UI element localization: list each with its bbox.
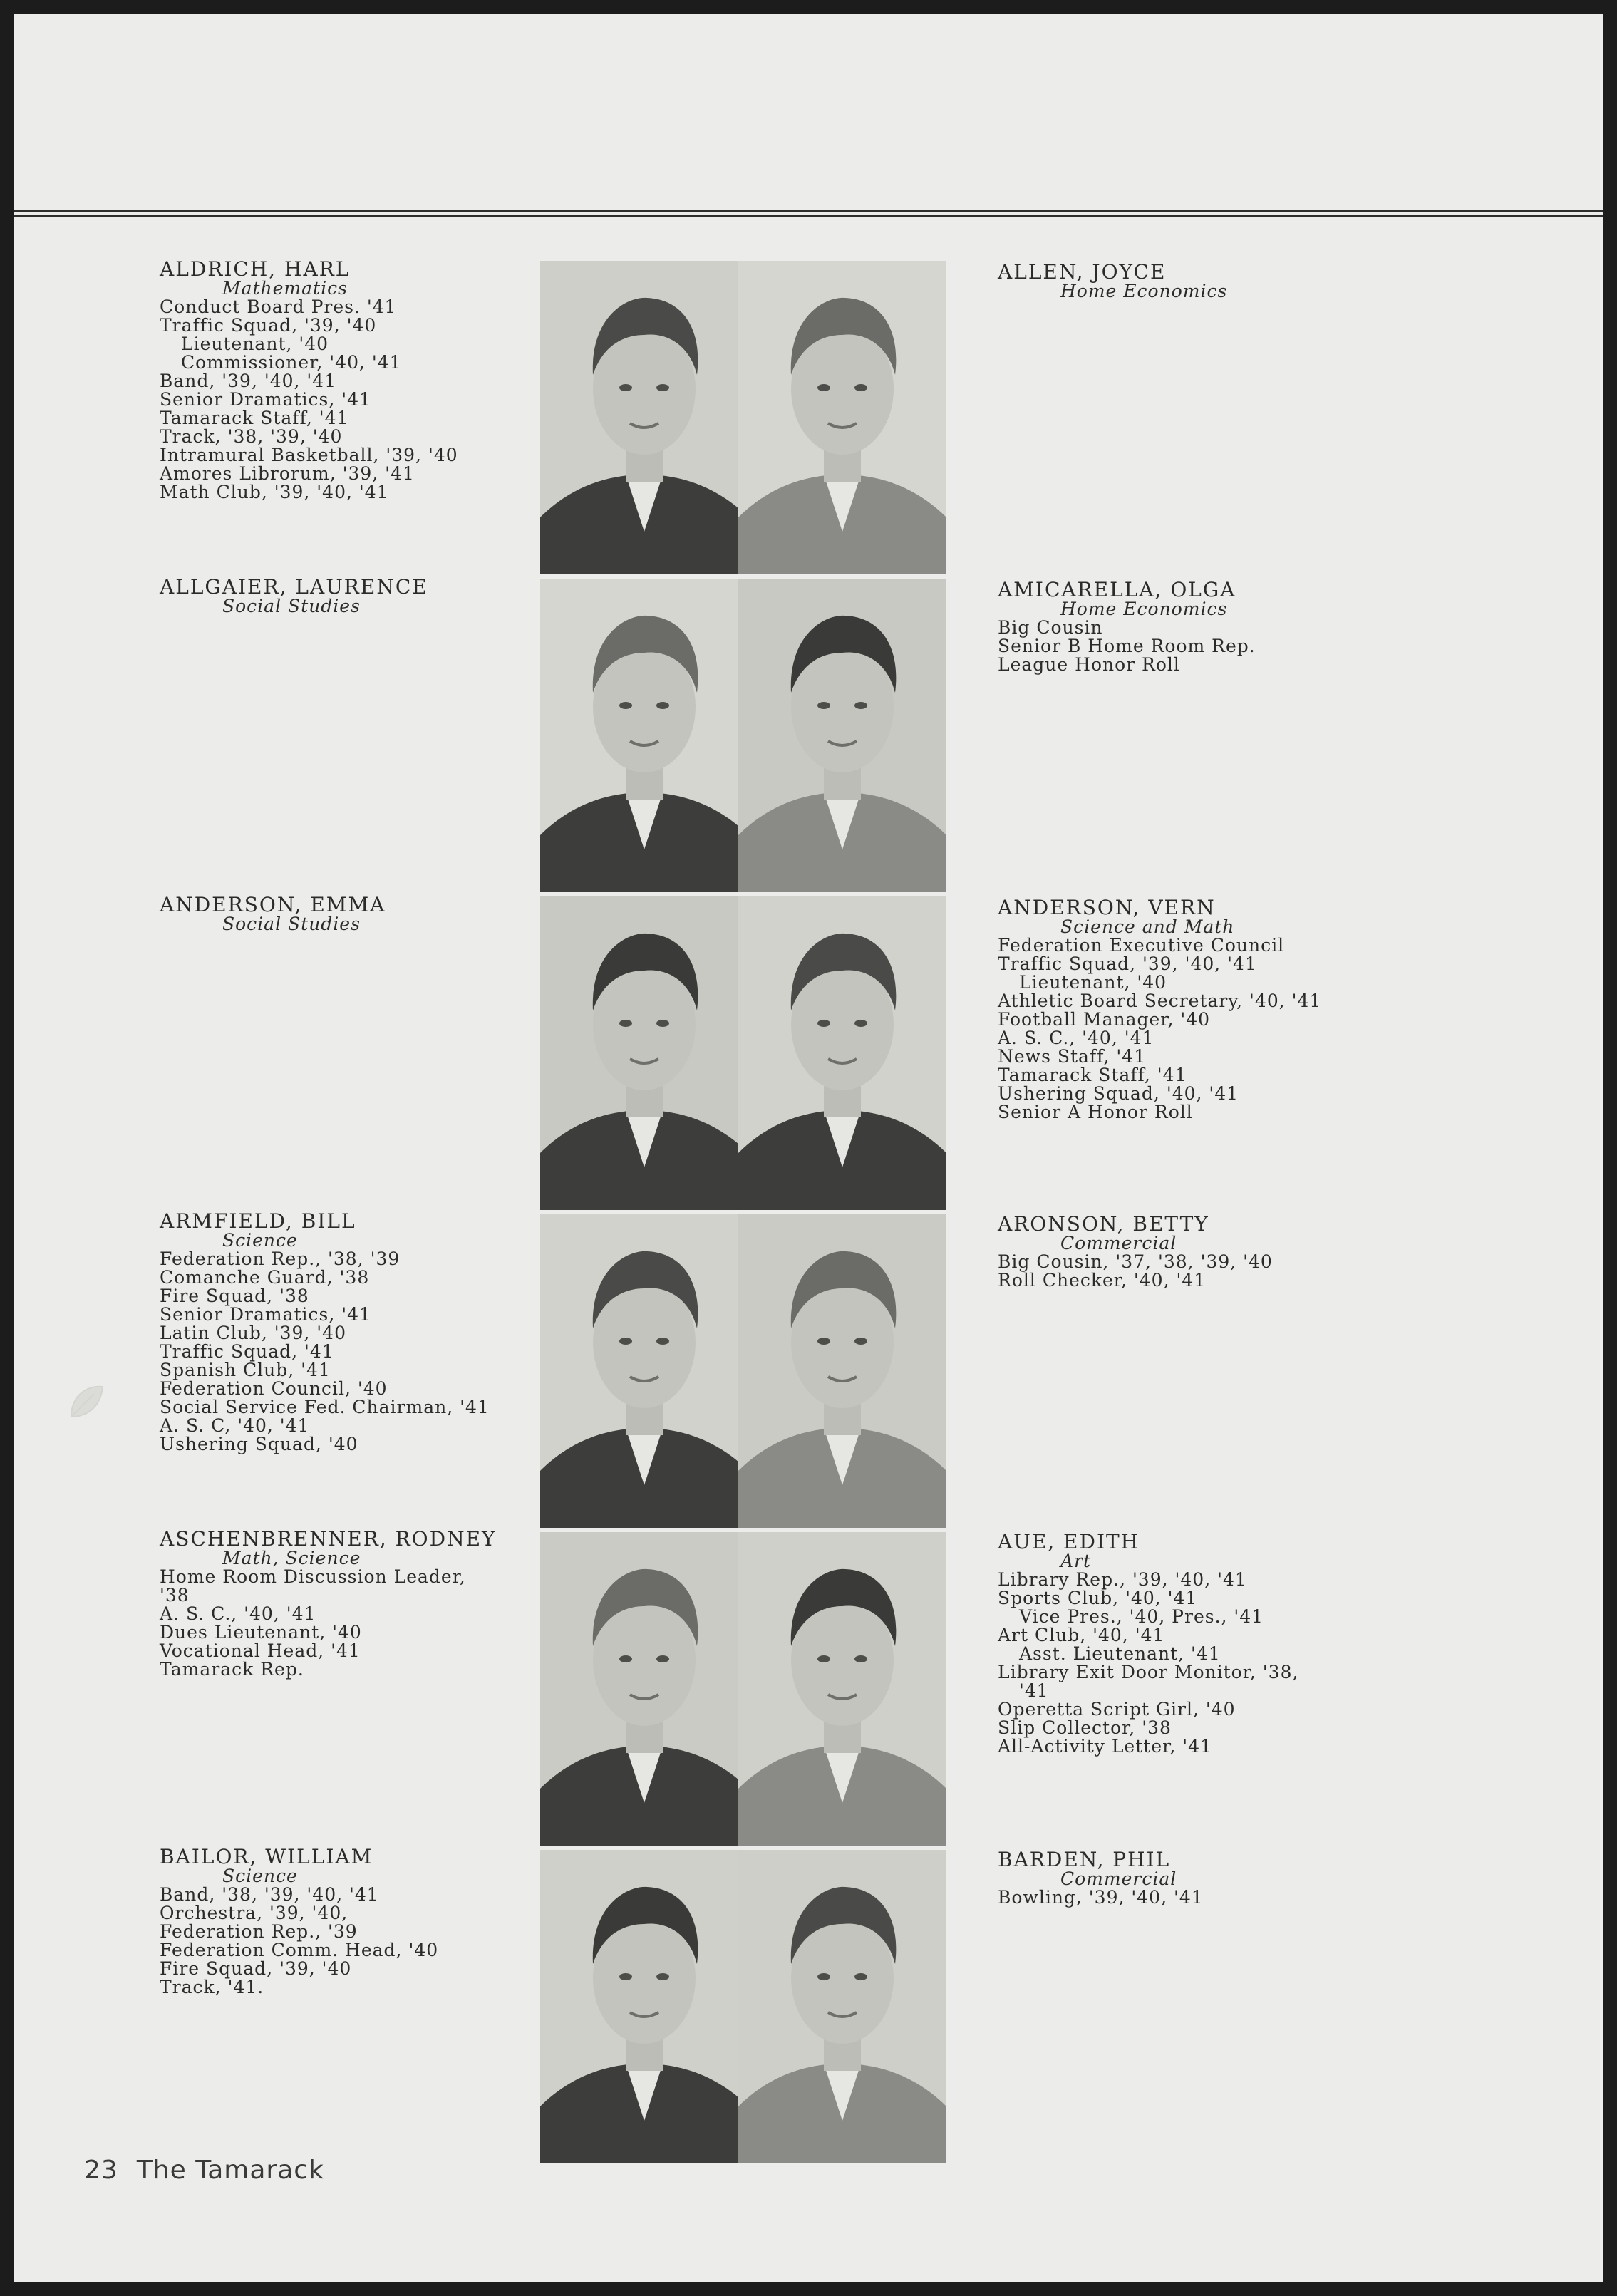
activity-line: Federation Council, '40 [160,1378,388,1399]
activity-line: Spanish Club, '41 [160,1360,331,1380]
yearbook-page [14,14,1603,2282]
student-department: Commercial [1060,1868,1177,1889]
activity-line: A. S. C, '40, '41 [160,1415,310,1436]
activity-line: A. S. C., '40, '41 [998,1028,1154,1048]
student-department: Home Economics [1060,599,1228,619]
student-department: Social Studies [222,914,361,934]
left-entry [160,259,502,502]
activity-line: Ushering Squad, '40 [160,1434,358,1454]
right-entry [998,898,1340,1122]
activity-line: Ushering Squad, '40, '41 [998,1083,1239,1104]
student-department: Art [1060,1551,1092,1571]
activity-line: Senior B Home Room Rep. [998,636,1256,656]
header-rule-top [14,210,1603,212]
activity-line: Federation Rep., '39 [160,1921,358,1942]
activity-line: Library Exit Door Monitor, '38, [998,1662,1299,1682]
activity-line: Senior A Honor Roll [998,1102,1193,1122]
activity-line: Latin Club, '39, '40 [160,1323,346,1343]
activity-line: Track, '38, '39, '40 [160,426,343,447]
activity-line: Sports Club, '40, '41 [998,1588,1198,1608]
student-name: ARONSON, BETTY [998,1212,1209,1236]
activity-line: Slip Collector, '38 [998,1717,1172,1738]
student-name: ALLEN, JOYCE [998,260,1167,284]
left-entry [160,1211,502,1454]
activity-line: Art Club, '40, '41 [998,1625,1165,1645]
activity-line: Band, '38, '39, '40, '41 [160,1884,379,1905]
left-entry [160,577,502,616]
right-entry [998,1532,1340,1756]
student-department: Science [222,1230,298,1251]
activity-line: Social Service Fed. Chairman, '41 [160,1397,490,1417]
activity-line: Conduct Board Pres. '41 [160,296,397,317]
portrait-photo-icon [540,1532,748,1846]
student-name: ANDERSON, VERN [998,896,1216,919]
activity-line: Vice Pres., '40, Pres., '41 [1019,1606,1264,1627]
activity-line: Lieutenant, '40 [181,333,329,354]
portrait-photo-icon [738,896,946,1210]
portrait-photo-icon [540,579,748,892]
activity-line: Roll Checker, '40, '41 [998,1270,1207,1291]
activity-line: Math Club, '39, '40, '41 [160,482,389,502]
activity-line: Vocational Head, '41 [160,1640,361,1661]
right-entry [998,580,1340,674]
activity-line: Football Manager, '40 [998,1009,1211,1030]
student-name: ALLGAIER, LAURENCE [160,575,428,599]
activity-line: Big Cousin [998,617,1103,638]
activity-line: Tamarack Rep. [160,1659,304,1680]
portrait-photo-icon [540,1850,748,2163]
right-entry [998,262,1340,301]
activity-line: Tamarack Staff, '41 [998,1065,1187,1085]
student-department: Math, Science [222,1548,361,1568]
student-department: Social Studies [222,596,361,616]
portrait-photo-icon [738,579,946,892]
page-footer [84,2156,324,2185]
student-department: Commercial [1060,1233,1177,1253]
student-department: Home Economics [1060,281,1228,301]
student-name: ARMFIELD, BILL [160,1209,356,1233]
page-number: 23 [84,2156,118,2185]
student-department: Science and Math [1060,916,1235,937]
activity-line: Big Cousin, '37, '38, '39, '40 [998,1251,1273,1272]
activity-line: '41 [1019,1680,1049,1701]
activity-line: News Staff, '41 [998,1046,1147,1067]
header-rule-bottom [14,215,1603,217]
activity-line: Asst. Lieutenant, '41 [1019,1643,1221,1664]
activity-line: Bowling, '39, '40, '41 [998,1887,1204,1908]
activity-line: Senior Dramatics, '41 [160,1304,371,1325]
activity-line: Athletic Board Secretary, '40, '41 [998,991,1322,1011]
activity-line: Home Room Discussion Leader, [160,1566,466,1587]
right-entry [998,1850,1340,1907]
activity-line: All-Activity Letter, '41 [998,1736,1212,1757]
portrait-photo-icon [540,261,748,574]
activity-line: Traffic Squad, '39, '40 [160,315,377,336]
activity-line: Traffic Squad, '39, '40, '41 [998,953,1257,974]
activity-line: Amores Librorum, '39, '41 [160,463,415,484]
student-department: Mathematics [222,278,348,299]
portrait-photo-icon [738,261,946,574]
student-name: ALDRICH, HARL [160,257,351,281]
portrait-photo-icon [540,896,748,1210]
activity-line: A. S. C., '40, '41 [160,1603,316,1624]
activity-line: Orchestra, '39, '40, [160,1903,348,1923]
student-name: ASCHENBRENNER, RODNEY [160,1527,497,1551]
portrait-photo-icon [540,1214,748,1528]
student-name: BAILOR, WILLIAM [160,1845,373,1868]
activity-line: Dues Lieutenant, '40 [160,1622,362,1643]
publication-title: The Tamarack [136,2156,324,2185]
student-name: AMICARELLA, OLGA [998,578,1236,601]
activity-line: Fire Squad, '38 [160,1286,309,1306]
activity-line: Operetta Script Girl, '40 [998,1699,1236,1720]
activity-line: Commissioner, '40, '41 [181,352,402,373]
portrait-photo-icon [738,1850,946,2163]
activity-line: Federation Executive Council [998,935,1285,956]
activity-line: '38 [160,1585,190,1605]
student-department: Science [222,1866,298,1886]
activity-line: Band, '39, '40, '41 [160,371,337,391]
activity-line: Senior Dramatics, '41 [160,389,371,410]
right-entry [998,1214,1340,1290]
activity-line: Federation Comm. Head, '40 [160,1940,439,1960]
activity-line: Track, '41. [160,1977,264,1997]
student-name: AUE, EDITH [998,1530,1140,1553]
activity-line: Fire Squad, '39, '40 [160,1958,352,1979]
activity-line: Tamarack Staff, '41 [160,408,349,428]
activity-line: Library Rep., '39, '40, '41 [998,1569,1247,1590]
left-entry [160,1529,502,1679]
activity-line: Lieutenant, '40 [1019,972,1167,993]
left-entry [160,1847,502,1997]
pressed-leaf-mark-icon [66,1381,107,1422]
left-entry [160,895,502,934]
student-name: BARDEN, PHIL [998,1848,1171,1871]
activity-line: Intramural Basketball, '39, '40 [160,445,458,465]
activity-line: League Honor Roll [998,654,1180,675]
activity-line: Traffic Squad, '41 [160,1341,334,1362]
portrait-photo-icon [738,1532,946,1846]
portrait-photo-icon [738,1214,946,1528]
student-name: ANDERSON, EMMA [160,893,386,916]
activity-line: Federation Rep., '38, '39 [160,1248,401,1269]
activity-line: Comanche Guard, '38 [160,1267,370,1288]
